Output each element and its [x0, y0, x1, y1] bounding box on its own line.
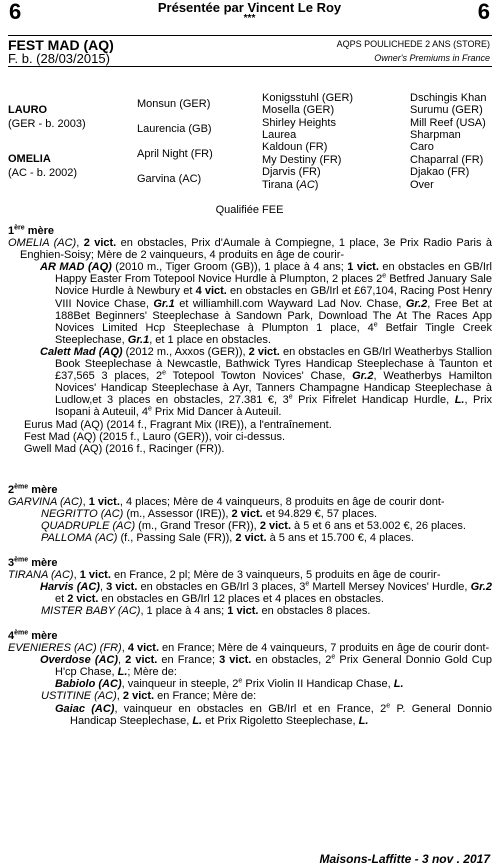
- qualified-label: Qualifiée FEE: [215, 204, 284, 216]
- horse-name: FEST MAD (AQ): [8, 37, 114, 53]
- g4-8: Over: [410, 179, 434, 191]
- stars: ***: [243, 13, 256, 24]
- fourth-dam-section: 4ème mère EVENIERES (AC) (FR), 4 vict. en France; Mère de 4 vainqueurs, 7 produits en âge de courir dont- Overdose (AC), 2 vict. en France; 3 vict. en obstacles, 2e Prix General Donnio Gold Cup H'cp Chase, L.; Mère de: Babiolo (AC), vainqueur in steeple, 2e Prix Violin II Handicap Chase, L. USTITINE (AC), 2 vict. en France; Mère de: Gaiac (AC), vainqueur en obstacles en GB/Irl et en France, 2e P. General Donnio Handicap Steeplechase, L. et Prix Rigoletto Steeplechase, L.: [8, 629, 492, 727]
- g3-7: Djarvis (FR): [262, 166, 321, 178]
- g4-5: Caro: [410, 141, 434, 153]
- grandsire: Monsun (GER): [137, 98, 211, 110]
- sire-name: LAURO: [8, 104, 48, 116]
- lot-number-right: 6: [477, 0, 490, 24]
- first-dam-section: 1ère mère OMELIA (AC), 2 vict. en obstacles, Prix d'Aumale à Compiegne, 1 place, 3e Prix Radio Paris à Enghien-Soisy; Mère de 2 vainqueurs, 4 produits en âge de courir- AR MAD (AQ) (2010 m., Tiger Groom (GB)), 1 place à 4 ans; 1 vict. en obstacles en GB/Irl Happy Easter From Totepool Novice Hurdle à Plumpton, 2 places 2e Betfred January Sale Novice Hurdle à Newbury et 4 vict. en obstacles en GB/Irl et £67,104, Racing Post Henry VIII Novice Chase, Gr.1 et williamhill.com Wayward Lad Nov. Chase, Gr.2, Free Bet at 188Bet Beginners' Steeplechase à Sandown Park, Download The At The Races App Novices Limited Hcp Steeplechase à Plumpton 1 place, 4e Betfair Tingle Creek Steeplechase, Gr.1, et 1 place en obstacles. Calett Mad (AQ) (2012 m., Axxos (GER)), 2 vict. en obstacles en GB/Irl Weatherbys Stallion Book Steeplechase à Newcastle, Bathwick Tyres Handicap Steeplechase à Taunton et £37,565 3 places, 2e Totepool Towton Novices' Chase, Gr.2, Weatherbys Hamilton Novices' Handicap Steeplechase à Ayr, Tanners Champagne Handicap Steeplechase à Ludlow,et 3 places en obstacles, 27.381 €, 3e Prix Fifrelet Handicap Hurdle, L., Prix Isopani à Auteuil, 4e Prix Mid Dancer à Auteuil. Eurus Mad (AQ) (2014 f., Fragrant Mix (IRE)), a l'entraînement. Fest Mad (AQ) (2015 f., Lauro (GER)), voir ci-dessus. Gwell Mad (AQ) (2016 f., Racinger (FR)).: [8, 224, 493, 455]
- first-dam-title: 1ère mère: [8, 224, 54, 237]
- g3-2: Mosella (GER): [262, 104, 335, 116]
- second-dam-section: 2ème mère GARVINA (AC), 1 vict., 4 places; Mère de 4 vainqueurs, 8 produits en âge de courir dont- NEGRITTO (AC) (m., Assessor (IRE)), 2 vict. et 94.829 €, 57 places. QUADRUPLE (AC) (m., Grand Tresor (FR)), 2 vict. à 5 et 6 ans et 53.002 €, 26 places. PALLOMA (AC) (f., Passing Sale (FR)), 2 vict. à 5 ans et 15.700 €, 4 places.: [8, 484, 492, 544]
- g3-6: My Destiny (FR): [262, 154, 342, 166]
- g3-3: Shirley Heights: [262, 117, 336, 129]
- horse-birth: F. b. (28/03/2015): [8, 51, 110, 66]
- bottom-rule: [8, 66, 492, 67]
- g4-2: Surumu (GER): [410, 104, 483, 116]
- g3-8: Tirana (AC): [262, 179, 319, 191]
- g4-3: Mill Reef (USA): [410, 117, 486, 129]
- g4-1: Dschingis Khan: [410, 92, 487, 104]
- third-dam-title: 3ème mère: [8, 556, 58, 569]
- dam-dam: Garvina (AC): [137, 173, 202, 185]
- granddam: Laurencia (GB): [137, 123, 212, 135]
- dam-name: OMELIA: [8, 153, 51, 165]
- owners-premium: Owner's Premiums in France: [374, 53, 490, 63]
- g3-4: Laurea: [262, 129, 297, 141]
- top-rule: [8, 35, 492, 36]
- presenter: Présentée par Vincent Le Roy: [157, 0, 342, 15]
- dam-sire: April Night (FR): [137, 148, 213, 160]
- g3-5: Kaldoun (FR): [262, 141, 328, 153]
- aqps-label: AQPS POULICHEDE 2 ANS (STORE): [336, 39, 490, 49]
- g4-4: Sharpman: [410, 129, 461, 141]
- g4-6: Chaparral (FR): [410, 154, 484, 166]
- fourth-dam-title: 4ème mère: [8, 629, 58, 642]
- third-dam-section: 3ème mère TIRANA (AC), 1 vict. en France, 2 pl; Mère de 3 vainqueurs, 5 produits en âge de courir- Harvis (AC), 3 vict. en obstacles en GB/Irl 3 places, 3e Martell Mersey Novices' Hurdle, Gr.2 et 2 vict. en obstacles en GB/Irl 12 places et 4 places en obstacles. MISTER BABY (AC), 1 place à 4 ans; 1 vict. en obstacles 8 places.: [8, 556, 492, 618]
- g3-1: Konigsstuhl (GER): [262, 92, 354, 104]
- footer-sale: Maisons-Laffitte - 3 nov . 2017: [319, 852, 490, 866]
- second-dam-title: 2ème mère: [8, 483, 58, 496]
- g4-7: Djakao (FR): [410, 166, 470, 178]
- lot-number-left: 6: [9, 0, 22, 24]
- dam-info: (AC - b. 2002): [8, 167, 78, 179]
- sire-info: (GER - b. 2003): [8, 118, 86, 130]
